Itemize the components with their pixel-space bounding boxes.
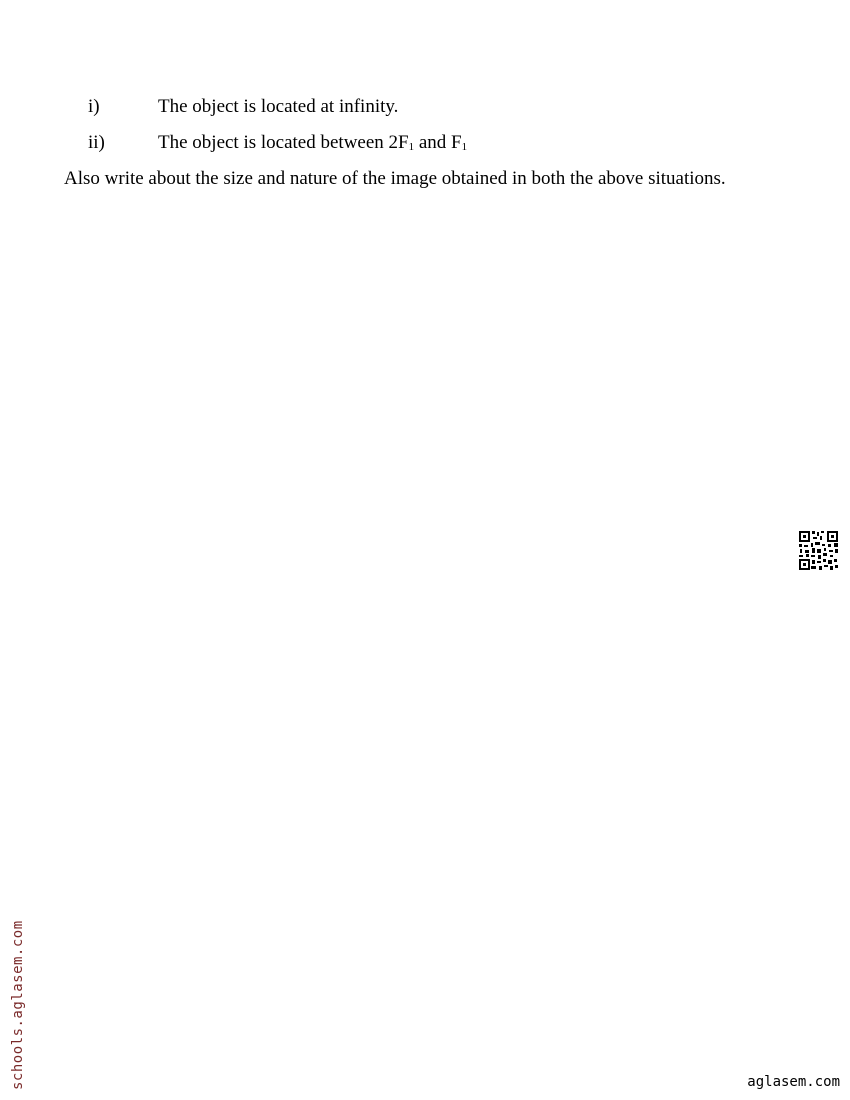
subscript: 1 (461, 141, 468, 153)
qr-code-icon (798, 530, 839, 571)
option-text: The object is located at infinity. (158, 96, 399, 117)
question-instruction: Also write about the size and nature of the image obtained in both the above situations. (64, 168, 726, 189)
subscript: 1 (408, 141, 415, 153)
option-marker: ii) (88, 132, 105, 153)
option-marker: i) (88, 96, 100, 117)
footer-watermark: aglasem.com (747, 1074, 840, 1090)
side-watermark: schools.aglasem.com (10, 920, 26, 1090)
option-text-start: The object is located between 2F (158, 132, 409, 153)
option-text-mid: and F (414, 132, 462, 153)
option-text (158, 132, 467, 154)
